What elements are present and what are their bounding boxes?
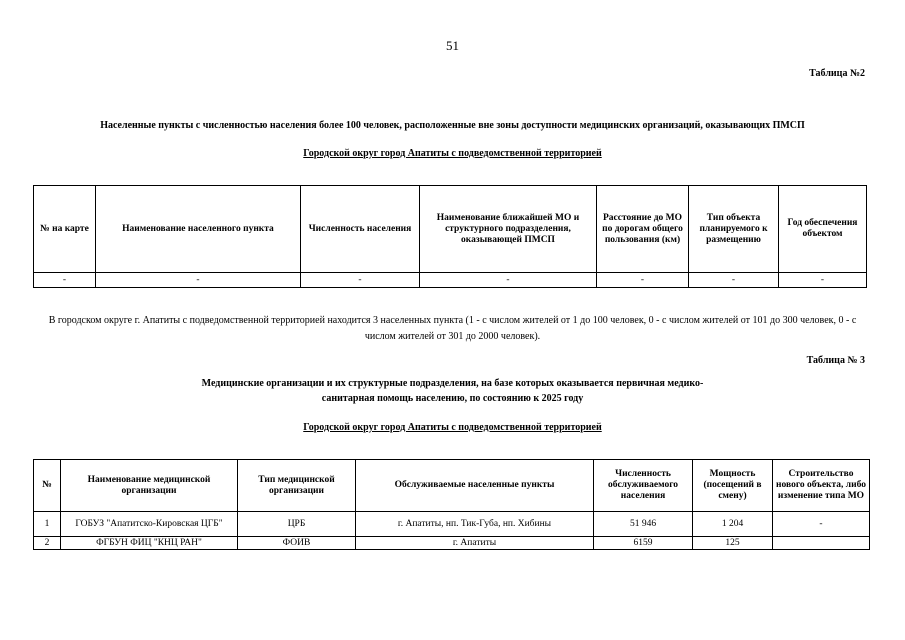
page-number: 51 xyxy=(446,38,459,53)
table2-header-cell: № на карте xyxy=(34,186,96,273)
table3-cell xyxy=(773,537,870,550)
table2-header-cell: Тип объекта планируемого к размещению xyxy=(689,186,779,273)
table2-cell: - xyxy=(597,273,689,288)
table3-cell: 2 xyxy=(34,537,61,550)
table-row xyxy=(34,537,870,550)
table2-heading: Населенные пункты с численностью населения более 100 человек, расположенные вне зоны доступности медицинских организаций, оказывающих ПМСП xyxy=(100,120,805,131)
table3 xyxy=(33,459,870,550)
table3-header-cell: Наименование медицинской организации xyxy=(61,460,238,512)
table3-cell: г. Апатиты, нп. Тик-Губа, нп. Хибины xyxy=(356,512,594,537)
table2-cell: - xyxy=(96,273,301,288)
table3-header-cell: Численность обслуживаемого населения xyxy=(594,460,693,512)
table3-header-cell: Мощность (посещений в смену) xyxy=(693,460,773,512)
table3-cell: - xyxy=(773,512,870,537)
table3-cell: 125 xyxy=(693,537,773,550)
table2-subheading: Городской округ город Апатиты с подведомственной территорией xyxy=(303,148,602,159)
table2-cell: - xyxy=(301,273,420,288)
table3-cell: 6159 xyxy=(594,537,693,550)
table3-header-cell: № xyxy=(34,460,61,512)
table3-heading-line2: санитарная помощь населению, по состоянию к 2025 году xyxy=(321,393,584,404)
table2-header-cell: Расстояние до МО по дорогам общего пользования (км) xyxy=(597,186,689,273)
table3-heading-line1: Медицинские организации и их структурные подразделения, на базе которых оказывается первичная медико- xyxy=(201,378,704,389)
table2-header-cell: Наименование ближайшей МО и структурного подразделения, оказывающей ПМСП xyxy=(420,186,597,273)
table2-header-cell: Численность населения xyxy=(301,186,420,273)
table3-header-cell: Строительство нового объекта, либо изменение типа МО xyxy=(773,460,870,512)
table3-cell: г. Апатиты xyxy=(356,537,594,550)
population-note: В городском округе г. Апатиты с подведомственной территорией находится 3 населенных пункта (1 - с числом жителей от 1 до 100 человек, 0 - с числом жителей от 101 до 300 человек, 0 - с числом жителей от 301 до 2000 человек). xyxy=(48,315,857,342)
table3-cell: ЦРБ xyxy=(238,512,356,537)
table3-cell: ФГБУН ФИЦ "КНЦ РАН" xyxy=(61,537,238,550)
table2-header-cell: Наименование населенного пункта xyxy=(96,186,301,273)
table3-header-row xyxy=(34,460,870,512)
table2-cell: - xyxy=(420,273,597,288)
table2-cell: - xyxy=(779,273,867,288)
table2-cell: - xyxy=(689,273,779,288)
table3-cell: 51 946 xyxy=(594,512,693,537)
table2-cell: - xyxy=(34,273,96,288)
table3-header-cell: Тип медицинской организации xyxy=(238,460,356,512)
table3-cell: ГОБУЗ "Апатитско-Кировская ЦГБ" xyxy=(61,512,238,537)
table-row xyxy=(34,273,867,288)
table3-cell: ФОИВ xyxy=(238,537,356,550)
table3-label: Таблица № 3 xyxy=(806,355,865,366)
table-row xyxy=(34,512,870,537)
table3-cell: 1 204 xyxy=(693,512,773,537)
table3-subheading: Городской округ город Апатиты с подведомственной территорией xyxy=(303,422,602,433)
table3-cell: 1 xyxy=(34,512,61,537)
table2 xyxy=(33,185,867,288)
table2-header-cell: Год обеспечения объектом xyxy=(779,186,867,273)
table2-header-row xyxy=(34,186,867,273)
table3-header-cell: Обслуживаемые населенные пункты xyxy=(356,460,594,512)
table2-label: Таблица №2 xyxy=(809,68,865,79)
